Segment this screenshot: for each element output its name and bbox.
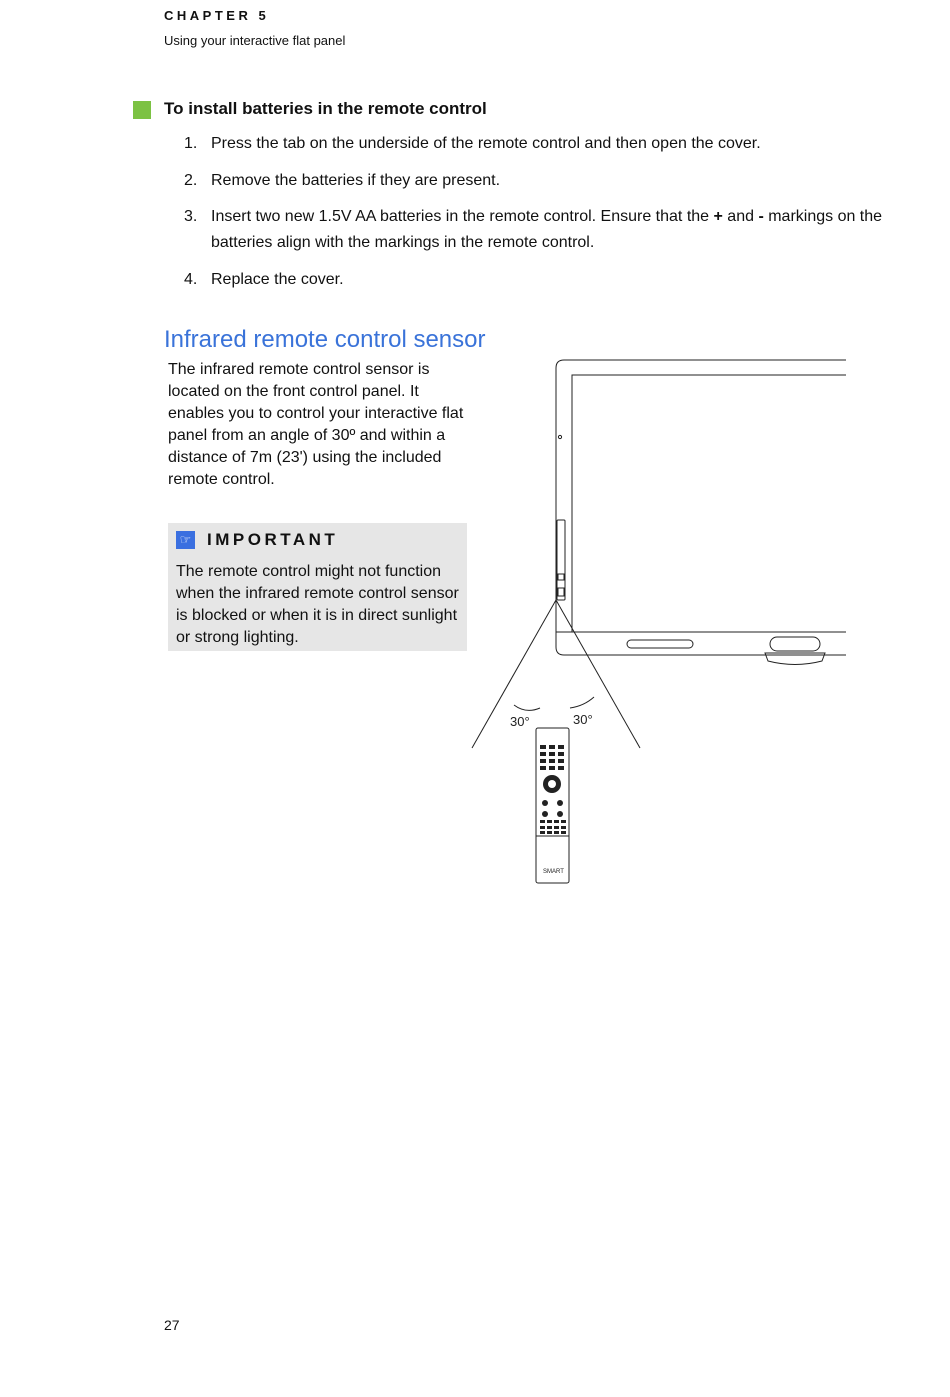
sensor-angle-line-right (556, 600, 640, 748)
step-2 (184, 168, 884, 194)
procedure-title: To install batteries in the remote control (164, 99, 487, 118)
important-text: The remote control might not function when the infrared remote control sensor is blocked or when it is in direct sunlight or strong lighting. (176, 563, 459, 646)
important-title: IMPORTANT (207, 530, 339, 549)
step-text: Press the tab on the underside of the remote control and then open the cover. (211, 135, 761, 152)
pen-tray (627, 640, 693, 648)
step-number: 4. (184, 271, 198, 288)
angle-label-right: 30° (573, 712, 593, 727)
step-number: 3. (184, 208, 198, 225)
step-text-a: Insert two new 1.5V AA batteries in the remote control. Ensure that the (211, 208, 714, 225)
section-paragraph: The infrared remote control sensor is located on the front control panel. It enables you to control your interactive flat panel from an angle of 30º and within a distance of 7m (23') using the included remote control. (168, 361, 464, 488)
step-4 (184, 267, 884, 293)
step-1 (184, 131, 884, 157)
step-text-c: markings on the batteries align with the markings in the remote control. (211, 208, 883, 251)
flat-panel-illustration (472, 360, 846, 748)
eraser-tray (770, 637, 820, 651)
chapter-label: CHAPTER 5 (164, 8, 270, 23)
panel-sensor-figure (460, 350, 860, 890)
chapter-subtitle: Using your interactive flat panel (164, 33, 346, 48)
procedure-marker-icon (133, 101, 151, 119)
step-text (211, 204, 884, 256)
important-note (168, 523, 467, 651)
angle-label-left: 30° (510, 714, 530, 729)
minus-marking: - (758, 208, 764, 225)
step-number: 1. (184, 135, 198, 152)
angle-arrow-right-icon (570, 697, 594, 708)
step-text: Remove the batteries if they are present. (211, 172, 501, 189)
step-text-b: and (722, 208, 759, 225)
section-heading: Infrared remote control sensor (164, 326, 486, 353)
remote-control-illustration (536, 728, 569, 883)
step-text: Replace the cover. (211, 271, 344, 288)
pointing-hand-icon: ☞ (176, 531, 195, 549)
step-number: 2. (184, 172, 198, 189)
angle-arrow-left-icon (514, 705, 540, 710)
plus-marking: + (713, 208, 723, 225)
remote-logo: SMART (543, 869, 564, 875)
page-number: 27 (164, 1317, 180, 1333)
step-3 (184, 204, 884, 256)
